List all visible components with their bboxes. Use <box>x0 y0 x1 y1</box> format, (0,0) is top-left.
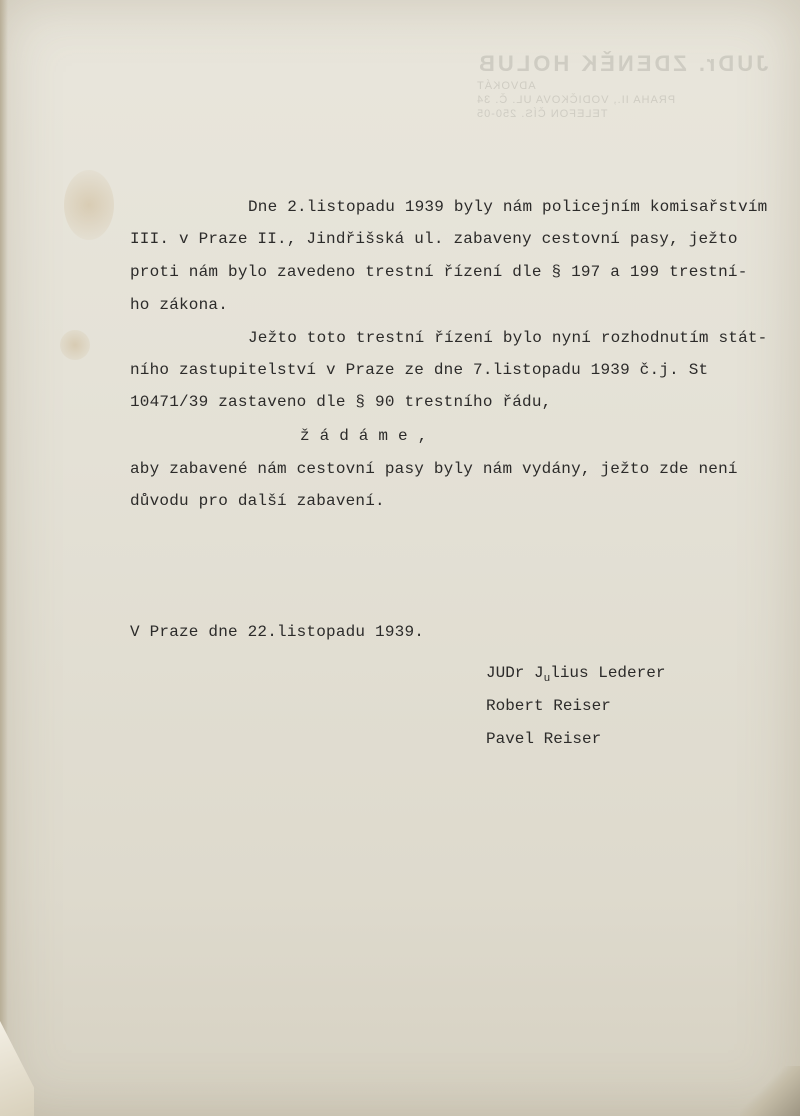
paper-stain <box>64 170 114 240</box>
letterhead-phone: TELEFON ČÍS. 250-05 <box>475 108 608 121</box>
signature-subscript: u <box>543 673 551 685</box>
body-line: 10471/39 zastaveno dle § 90 trestního řádu, <box>130 393 552 411</box>
body-line: ho zákona. <box>130 296 229 314</box>
letterhead-bleedthrough <box>476 50 768 121</box>
signature-part: lius Lederer <box>550 664 666 682</box>
body-line: proti nám bylo zavedeno trestní řízení dle § 197 a 199 trestní- <box>130 263 748 281</box>
signature-robert-reiser: Robert Reiser <box>486 697 611 715</box>
demand-word: ž á d á m e , <box>300 427 428 445</box>
body-line: Ježto toto trestní řízení bylo nyní rozhodnutím stát- <box>248 329 768 347</box>
body-line: ního zastupitelství v Praze ze dne 7.listopadu 1939 č.j. St <box>130 361 709 379</box>
letterhead-name: JUDr. ZDENĚK HOLUB <box>475 51 768 76</box>
signature-julius-lederer <box>486 664 665 685</box>
letterhead-role: ADVOKÁT <box>475 79 536 92</box>
body-line: aby zabavené nám cestovní pasy byly nám vydány, ježto zde není <box>130 460 738 478</box>
letterhead-address: PRAHA II., VODIČKOVA UL. Č. 34 <box>475 93 675 106</box>
signature-pavel-reiser: Pavel Reiser <box>486 730 602 748</box>
paper-edge <box>0 0 8 1116</box>
signature-part: JUDr J <box>486 664 544 682</box>
body-line: III. v Praze II., Jindřišská ul. zabaveny cestovní pasy, ježto <box>130 230 738 248</box>
date-line: V Praze dne 22.listopadu 1939. <box>130 623 425 641</box>
body-line: Dne 2.listopadu 1939 byly nám policejním komisařstvím <box>248 198 768 216</box>
body-line: důvodu pro další zabavení. <box>130 492 385 510</box>
folded-corner <box>740 1066 800 1116</box>
paper-stain <box>60 330 90 360</box>
torn-corner <box>0 1021 34 1116</box>
